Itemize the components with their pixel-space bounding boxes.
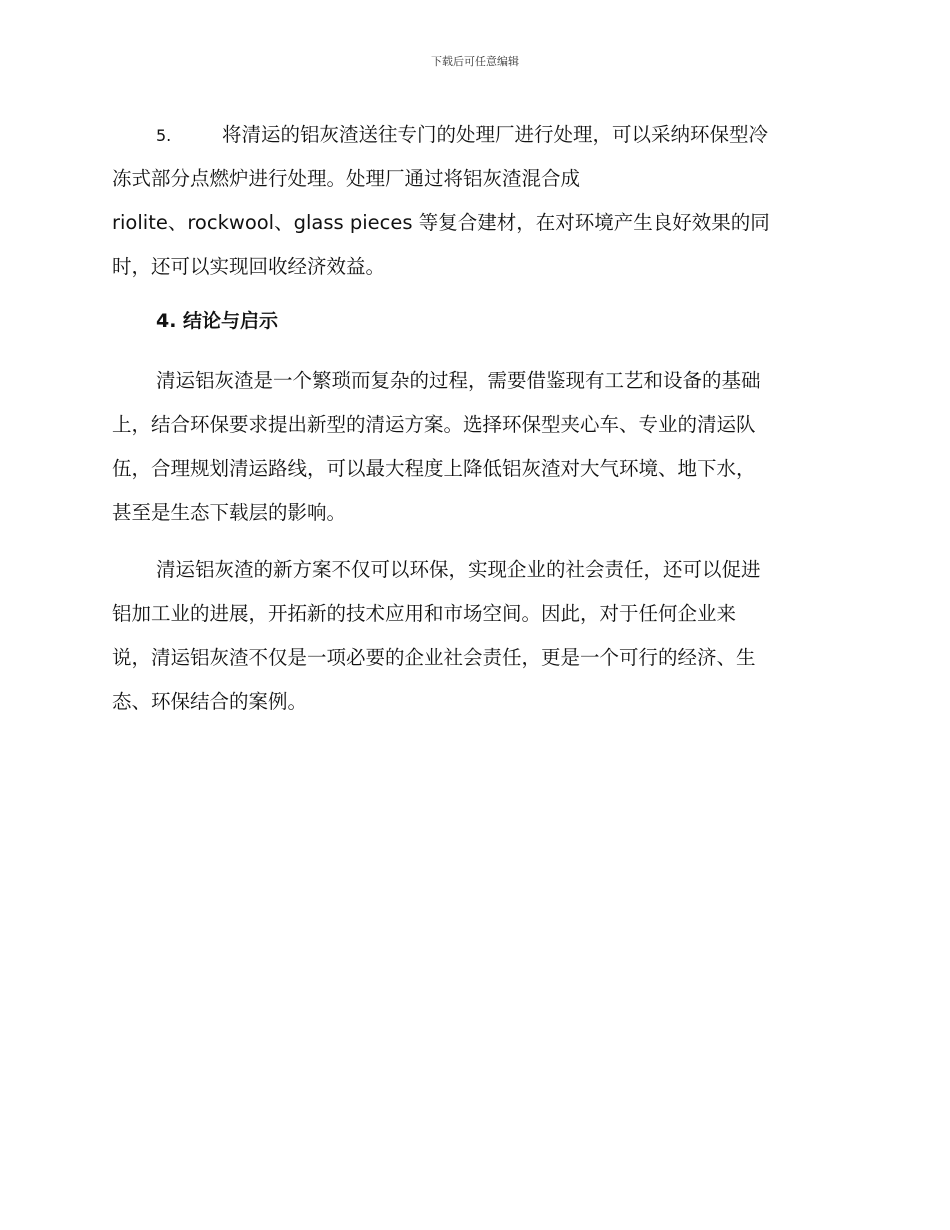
paragraph-line: 铝加工业的进展，开拓新的技术应用和市场空间。因此，对于任何企业来 (112, 602, 737, 625)
paragraph (112, 359, 832, 535)
list-item-line (112, 113, 832, 157)
paragraph-line: 伍，合理规划清运路线，可以最大程度上降低铝灰渣对大气环境、地下水， (112, 457, 756, 480)
list-item-line: riolite、rockwool、glass pieces 等复合建材，在对环境产生良好效果的同 (112, 211, 770, 234)
list-item-number: 5. (156, 126, 172, 145)
list-item-5 (112, 113, 832, 289)
paragraph (112, 548, 832, 724)
list-item-line: 冻式部分点燃炉进行处理。处理厂通过将铝灰渣混合成 (112, 167, 581, 190)
paragraph-line: 清运铝灰渣是一个繁琐而复杂的过程，需要借鉴现有工艺和设备的基础 (156, 369, 761, 392)
section-heading: 4. 结论与启示 (156, 310, 279, 332)
paragraph-line: 清运铝灰渣的新方案不仅可以环保，实现企业的社会责任，还可以促进 (156, 558, 761, 581)
list-item-line: 时，还可以实现回收经济效益。 (112, 255, 386, 278)
paragraph-line: 上，结合环保要求提出新型的清运方案。选择环保型夹心车、专业的清运队 (112, 413, 756, 436)
list-item-text: 将清运的铝灰渣送往专门的处理厂进行处理，可以采纳环保型冷 (222, 123, 769, 146)
page-header: 下载后可任意编辑 (431, 55, 519, 68)
paragraph-line: 甚至是生态下载层的影响。 (112, 501, 347, 524)
document-body (112, 113, 832, 737)
paragraph-line: 态、环保结合的案例。 (112, 690, 308, 713)
paragraph-line: 说，清运铝灰渣不仅是一项必要的企业社会责任，更是一个可行的经济、生 (112, 646, 756, 669)
